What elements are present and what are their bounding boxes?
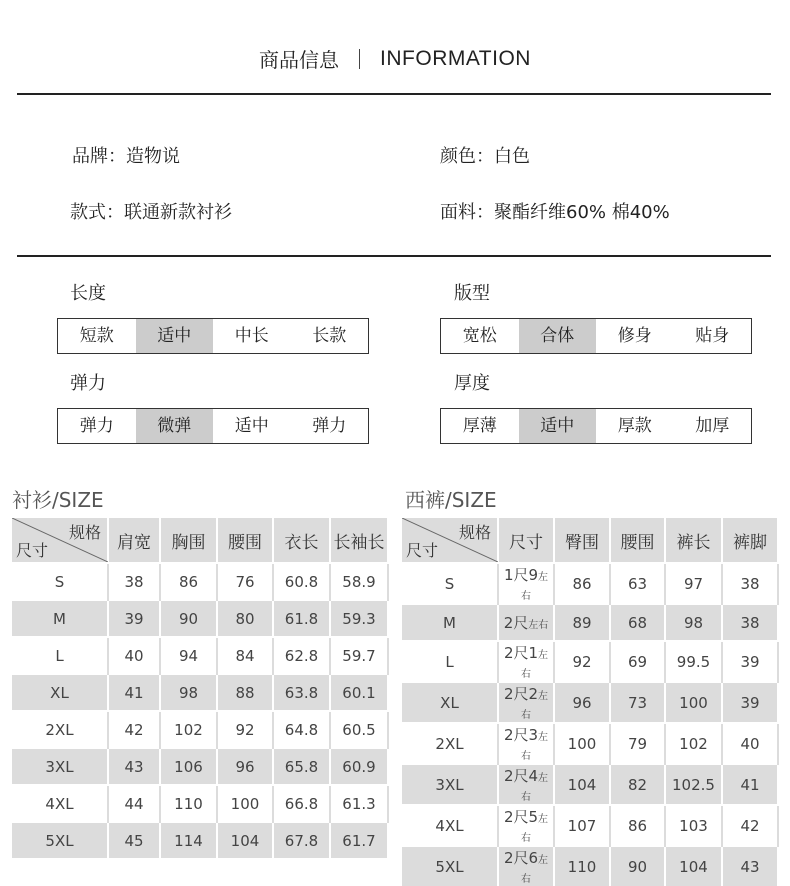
fit-option[interactable]: 修身 <box>617 326 652 346</box>
table-cell <box>554 641 610 682</box>
column-header: 裤长 <box>665 518 722 563</box>
table-row <box>402 563 778 604</box>
table-cell <box>108 748 160 785</box>
cell-value: 102 <box>679 734 708 753</box>
cell-value: 63 <box>627 574 648 593</box>
cell-value: 100 <box>230 794 260 813</box>
table-cell <box>160 785 217 822</box>
table-cell <box>665 805 722 846</box>
cell-value: 39 <box>124 609 144 628</box>
table-cell <box>610 563 665 604</box>
shirt-size-table <box>12 518 389 858</box>
cell-value: 2尺2 <box>503 685 539 703</box>
table-row <box>12 785 388 822</box>
table-cell <box>498 846 554 886</box>
size-label-cell <box>12 563 108 600</box>
cell-value: 86 <box>572 574 592 593</box>
cell-value: 96 <box>235 757 255 776</box>
cell-value: 4XL <box>435 816 464 835</box>
cell-value: L <box>445 652 454 671</box>
size-label-cell <box>402 682 498 723</box>
style-info: 款式：联通新款衬衫 <box>70 202 232 223</box>
cell-value: 42 <box>124 720 144 739</box>
cell-value: 110 <box>567 857 597 876</box>
cell-value: 99.5 <box>676 652 711 671</box>
length-option[interactable]: 短款 <box>79 326 114 346</box>
table-cell <box>160 711 217 748</box>
size-label-cell <box>12 785 108 822</box>
cell-value: 98 <box>683 613 704 632</box>
table-cell <box>273 563 330 600</box>
cell-value: 106 <box>174 757 203 776</box>
table-cell <box>610 682 665 723</box>
table-cell <box>554 805 610 846</box>
corner-label-spec: 规格 <box>68 523 101 542</box>
length-option[interactable]: 中长 <box>234 326 269 346</box>
thickness-options <box>440 408 752 444</box>
corner-label-size: 尺寸 <box>16 541 49 560</box>
table-row <box>402 604 778 641</box>
table-cell <box>554 764 610 805</box>
table-cell <box>330 674 388 711</box>
cell-value: 58.9 <box>342 572 376 591</box>
cell-value: 68 <box>627 613 648 632</box>
pants-corner-cell <box>402 518 498 563</box>
fit-option[interactable]: 宽松 <box>462 326 497 346</box>
table-cell <box>160 822 217 858</box>
size-label-cell <box>12 711 108 748</box>
size-label-cell <box>12 822 108 858</box>
table-cell <box>217 563 273 600</box>
cell-value: 107 <box>567 816 597 835</box>
thickness-option[interactable]: 厚款 <box>617 416 652 436</box>
corner-label-size: 尺寸 <box>406 541 439 560</box>
table-cell <box>665 682 722 723</box>
approx-suffix: 左右 <box>521 650 549 680</box>
column-header: 肩宽 <box>108 518 160 563</box>
cell-value: 79 <box>627 734 648 753</box>
column-header: 长袖长 <box>330 518 388 563</box>
approx-suffix: 左右 <box>521 773 549 803</box>
cell-value: 89 <box>572 613 592 632</box>
column-header: 尺寸 <box>498 518 554 563</box>
cell-value: S <box>444 574 455 593</box>
fit-option[interactable]: 贴身 <box>695 326 730 346</box>
cell-value: 84 <box>235 646 255 665</box>
thickness-option[interactable]: 适中 <box>519 409 597 443</box>
fit-option[interactable]: 合体 <box>519 319 597 353</box>
table-cell <box>217 822 273 858</box>
table-cell <box>498 641 554 682</box>
approx-suffix: 左右 <box>528 620 549 631</box>
cell-value: 97 <box>683 574 704 593</box>
cell-value: XL <box>440 693 459 712</box>
cell-value: M <box>443 613 456 632</box>
cell-value: 2尺 <box>503 614 529 632</box>
cell-value: 42 <box>740 816 760 835</box>
size-label-cell <box>402 846 498 886</box>
cell-value: 40 <box>124 646 144 665</box>
table-cell <box>498 563 554 604</box>
table-cell <box>160 600 217 637</box>
cell-value: 62.8 <box>284 646 319 665</box>
length-option[interactable]: 长款 <box>312 326 347 346</box>
column-header: 腰围 <box>610 518 665 563</box>
cell-value: 88 <box>235 683 255 702</box>
cell-value: 65.8 <box>284 757 319 776</box>
size-label-cell <box>402 805 498 846</box>
column-header: 胸围 <box>160 518 217 563</box>
cell-value: 60.9 <box>342 757 376 776</box>
table-cell <box>330 822 388 858</box>
cell-value: 100 <box>679 693 708 712</box>
cell-value: 43 <box>740 857 760 876</box>
cell-value: 2XL <box>45 720 74 739</box>
table-cell <box>610 604 665 641</box>
cell-value: 61.3 <box>342 794 376 813</box>
table-cell <box>217 785 273 822</box>
table-cell <box>498 764 554 805</box>
table-cell <box>108 674 160 711</box>
cell-value: 76 <box>235 572 255 591</box>
middle-divider <box>17 255 771 257</box>
thickness-title: 厚度 <box>454 373 490 394</box>
table-cell <box>498 805 554 846</box>
table-row <box>12 637 388 674</box>
table-cell <box>665 641 722 682</box>
cell-value: 66.8 <box>284 794 319 813</box>
cell-value: 104 <box>679 857 708 876</box>
header-separator <box>359 49 360 69</box>
cell-value: 94 <box>178 646 199 665</box>
table-cell <box>330 563 388 600</box>
table-cell <box>108 563 160 600</box>
table-cell <box>273 822 330 858</box>
fit-title: 版型 <box>454 283 490 304</box>
cell-value: 3XL <box>435 775 464 794</box>
elasticity-option[interactable]: 适中 <box>234 416 269 436</box>
table-row <box>402 764 778 805</box>
cell-value: 92 <box>235 720 255 739</box>
elasticity-option[interactable]: 弹力 <box>79 416 114 436</box>
approx-suffix: 左右 <box>521 732 549 762</box>
cell-value: 64.8 <box>284 720 319 739</box>
cell-value: 3XL <box>45 757 74 776</box>
table-row <box>12 711 388 748</box>
table-cell <box>330 600 388 637</box>
cell-value: 103 <box>679 816 708 835</box>
table-cell <box>273 674 330 711</box>
table-cell <box>330 637 388 674</box>
cell-value: 4XL <box>45 794 74 813</box>
table-cell <box>273 637 330 674</box>
elasticity-options <box>57 408 369 444</box>
table-cell <box>610 723 665 764</box>
table-row <box>12 600 388 637</box>
table-row <box>402 805 778 846</box>
table-cell <box>665 563 722 604</box>
cell-value: 41 <box>124 683 144 702</box>
table-cell <box>665 764 722 805</box>
cell-value: 59.7 <box>342 646 376 665</box>
cell-value: 86 <box>178 572 199 591</box>
pants-table-title: 西裤/SIZE <box>405 488 497 512</box>
table-cell <box>498 723 554 764</box>
table-cell <box>160 637 217 674</box>
cell-value: 110 <box>174 794 203 813</box>
cell-value: 2尺6 <box>503 849 539 867</box>
cell-value: 69 <box>627 652 648 671</box>
cell-value: 43 <box>124 757 144 776</box>
table-cell <box>610 805 665 846</box>
length-title: 长度 <box>70 283 106 304</box>
header-title-zh: 商品信息 <box>259 48 340 72</box>
cell-value: 90 <box>178 609 199 628</box>
table-cell <box>273 600 330 637</box>
cell-value: 60.5 <box>342 720 376 739</box>
table-cell <box>217 600 273 637</box>
cell-value: 82 <box>627 775 648 794</box>
table-cell <box>498 682 554 723</box>
cell-value: 39 <box>740 652 760 671</box>
cell-value: 98 <box>178 683 199 702</box>
cell-value: 60.1 <box>342 683 376 702</box>
column-header: 裤脚 <box>722 518 778 563</box>
table-cell <box>610 764 665 805</box>
cell-value: L <box>55 646 64 665</box>
table-row <box>402 682 778 723</box>
cell-value: 104 <box>230 831 260 850</box>
table-cell <box>554 723 610 764</box>
size-label-cell <box>12 637 108 674</box>
cell-value: 2尺5 <box>503 808 539 826</box>
table-cell <box>554 682 610 723</box>
size-label-cell <box>402 604 498 641</box>
cell-value: 44 <box>124 794 144 813</box>
size-label-cell <box>12 674 108 711</box>
cell-value: 92 <box>572 652 592 671</box>
table-row <box>402 641 778 682</box>
cell-value: 96 <box>572 693 592 712</box>
thickness-option[interactable]: 厚薄 <box>462 416 497 436</box>
table-cell <box>330 785 388 822</box>
cell-value: 40 <box>740 734 760 753</box>
elasticity-title: 弹力 <box>70 373 106 394</box>
table-cell <box>610 846 665 886</box>
color-info: 颜色：白色 <box>440 146 530 167</box>
approx-suffix: 左右 <box>521 691 549 721</box>
cell-value: 80 <box>235 609 255 628</box>
table-cell <box>665 846 722 886</box>
cell-value: 104 <box>567 775 597 794</box>
table-cell <box>330 748 388 785</box>
cell-value: 5XL <box>435 857 464 876</box>
table-cell <box>330 711 388 748</box>
fabric-info: 面料：聚酯纤维60% 棉40% <box>440 202 670 223</box>
table-cell <box>108 600 160 637</box>
size-label-cell <box>402 764 498 805</box>
table-row <box>402 846 778 886</box>
table-cell <box>722 805 778 846</box>
table-cell <box>554 604 610 641</box>
table-cell <box>665 604 722 641</box>
brand-info: 品牌：造物说 <box>72 146 180 167</box>
table-row <box>12 822 388 858</box>
table-cell <box>610 641 665 682</box>
cell-value: 100 <box>567 734 597 753</box>
cell-value: 2尺3 <box>503 726 539 744</box>
cell-value: 39 <box>740 693 760 712</box>
cell-value: 59.3 <box>342 609 376 628</box>
table-cell <box>722 604 778 641</box>
thickness-option[interactable]: 加厚 <box>695 416 730 436</box>
table-cell <box>217 711 273 748</box>
cell-value: 38 <box>740 574 760 593</box>
table-cell <box>160 674 217 711</box>
table-cell <box>722 641 778 682</box>
table-row <box>402 723 778 764</box>
approx-suffix: 左右 <box>521 572 549 602</box>
cell-value: 5XL <box>45 831 74 850</box>
table-cell <box>273 748 330 785</box>
cell-value: 73 <box>627 693 648 712</box>
shirt-corner-cell <box>12 518 108 563</box>
table-cell <box>722 723 778 764</box>
length-option[interactable]: 适中 <box>136 319 214 353</box>
table-cell <box>554 846 610 886</box>
cell-value: 2尺4 <box>503 767 539 785</box>
elasticity-option[interactable]: 微弹 <box>136 409 214 443</box>
cell-value: 38 <box>124 572 144 591</box>
pants-size-table <box>402 518 779 886</box>
cell-value: 60.8 <box>284 572 319 591</box>
table-row <box>12 674 388 711</box>
size-label-cell <box>12 748 108 785</box>
cell-value: 61.7 <box>342 831 376 850</box>
fit-options <box>440 318 752 354</box>
table-cell <box>217 637 273 674</box>
column-header: 臀围 <box>554 518 610 563</box>
table-cell <box>273 785 330 822</box>
table-cell <box>722 682 778 723</box>
table-cell <box>722 846 778 886</box>
approx-suffix: 左右 <box>521 814 549 844</box>
elasticity-option[interactable]: 弹力 <box>312 416 347 436</box>
cell-value: 2尺1 <box>503 644 539 662</box>
table-cell <box>722 563 778 604</box>
cell-value: 63.8 <box>284 683 319 702</box>
table-cell <box>273 711 330 748</box>
table-cell <box>498 604 554 641</box>
table-cell <box>722 764 778 805</box>
cell-value: 114 <box>174 831 203 850</box>
table-cell <box>217 748 273 785</box>
table-cell <box>665 723 722 764</box>
table-row <box>12 563 388 600</box>
cell-value: 41 <box>740 775 760 794</box>
cell-value: 45 <box>124 831 144 850</box>
cell-value: 38 <box>740 613 760 632</box>
section-header <box>0 44 790 78</box>
cell-value: 67.8 <box>284 831 319 850</box>
cell-value: 2XL <box>435 734 464 753</box>
column-header: 腰围 <box>217 518 273 563</box>
table-cell <box>108 785 160 822</box>
table-cell <box>108 637 160 674</box>
corner-label-spec: 规格 <box>458 523 491 542</box>
table-cell <box>160 748 217 785</box>
size-label-cell <box>402 563 498 604</box>
cell-value: 1尺9 <box>503 566 539 584</box>
size-label-cell <box>402 723 498 764</box>
table-row <box>12 748 388 785</box>
top-divider <box>17 93 771 95</box>
cell-value: 102.5 <box>672 775 715 794</box>
table-cell <box>217 674 273 711</box>
cell-value: M <box>53 609 66 628</box>
cell-value: 102 <box>174 720 203 739</box>
cell-value: S <box>54 572 65 591</box>
cell-value: 61.8 <box>284 609 319 628</box>
cell-value: XL <box>50 683 69 702</box>
table-cell <box>108 711 160 748</box>
size-label-cell <box>12 600 108 637</box>
table-cell <box>108 822 160 858</box>
length-options <box>57 318 369 354</box>
table-cell <box>554 563 610 604</box>
table-cell <box>160 563 217 600</box>
cell-value: 90 <box>627 857 648 876</box>
approx-suffix: 左右 <box>521 855 549 885</box>
size-label-cell <box>402 641 498 682</box>
cell-value: 86 <box>627 816 648 835</box>
column-header: 衣长 <box>273 518 330 563</box>
header-title-en: INFORMATION <box>380 46 531 70</box>
shirt-table-title: 衬衫/SIZE <box>12 488 104 512</box>
